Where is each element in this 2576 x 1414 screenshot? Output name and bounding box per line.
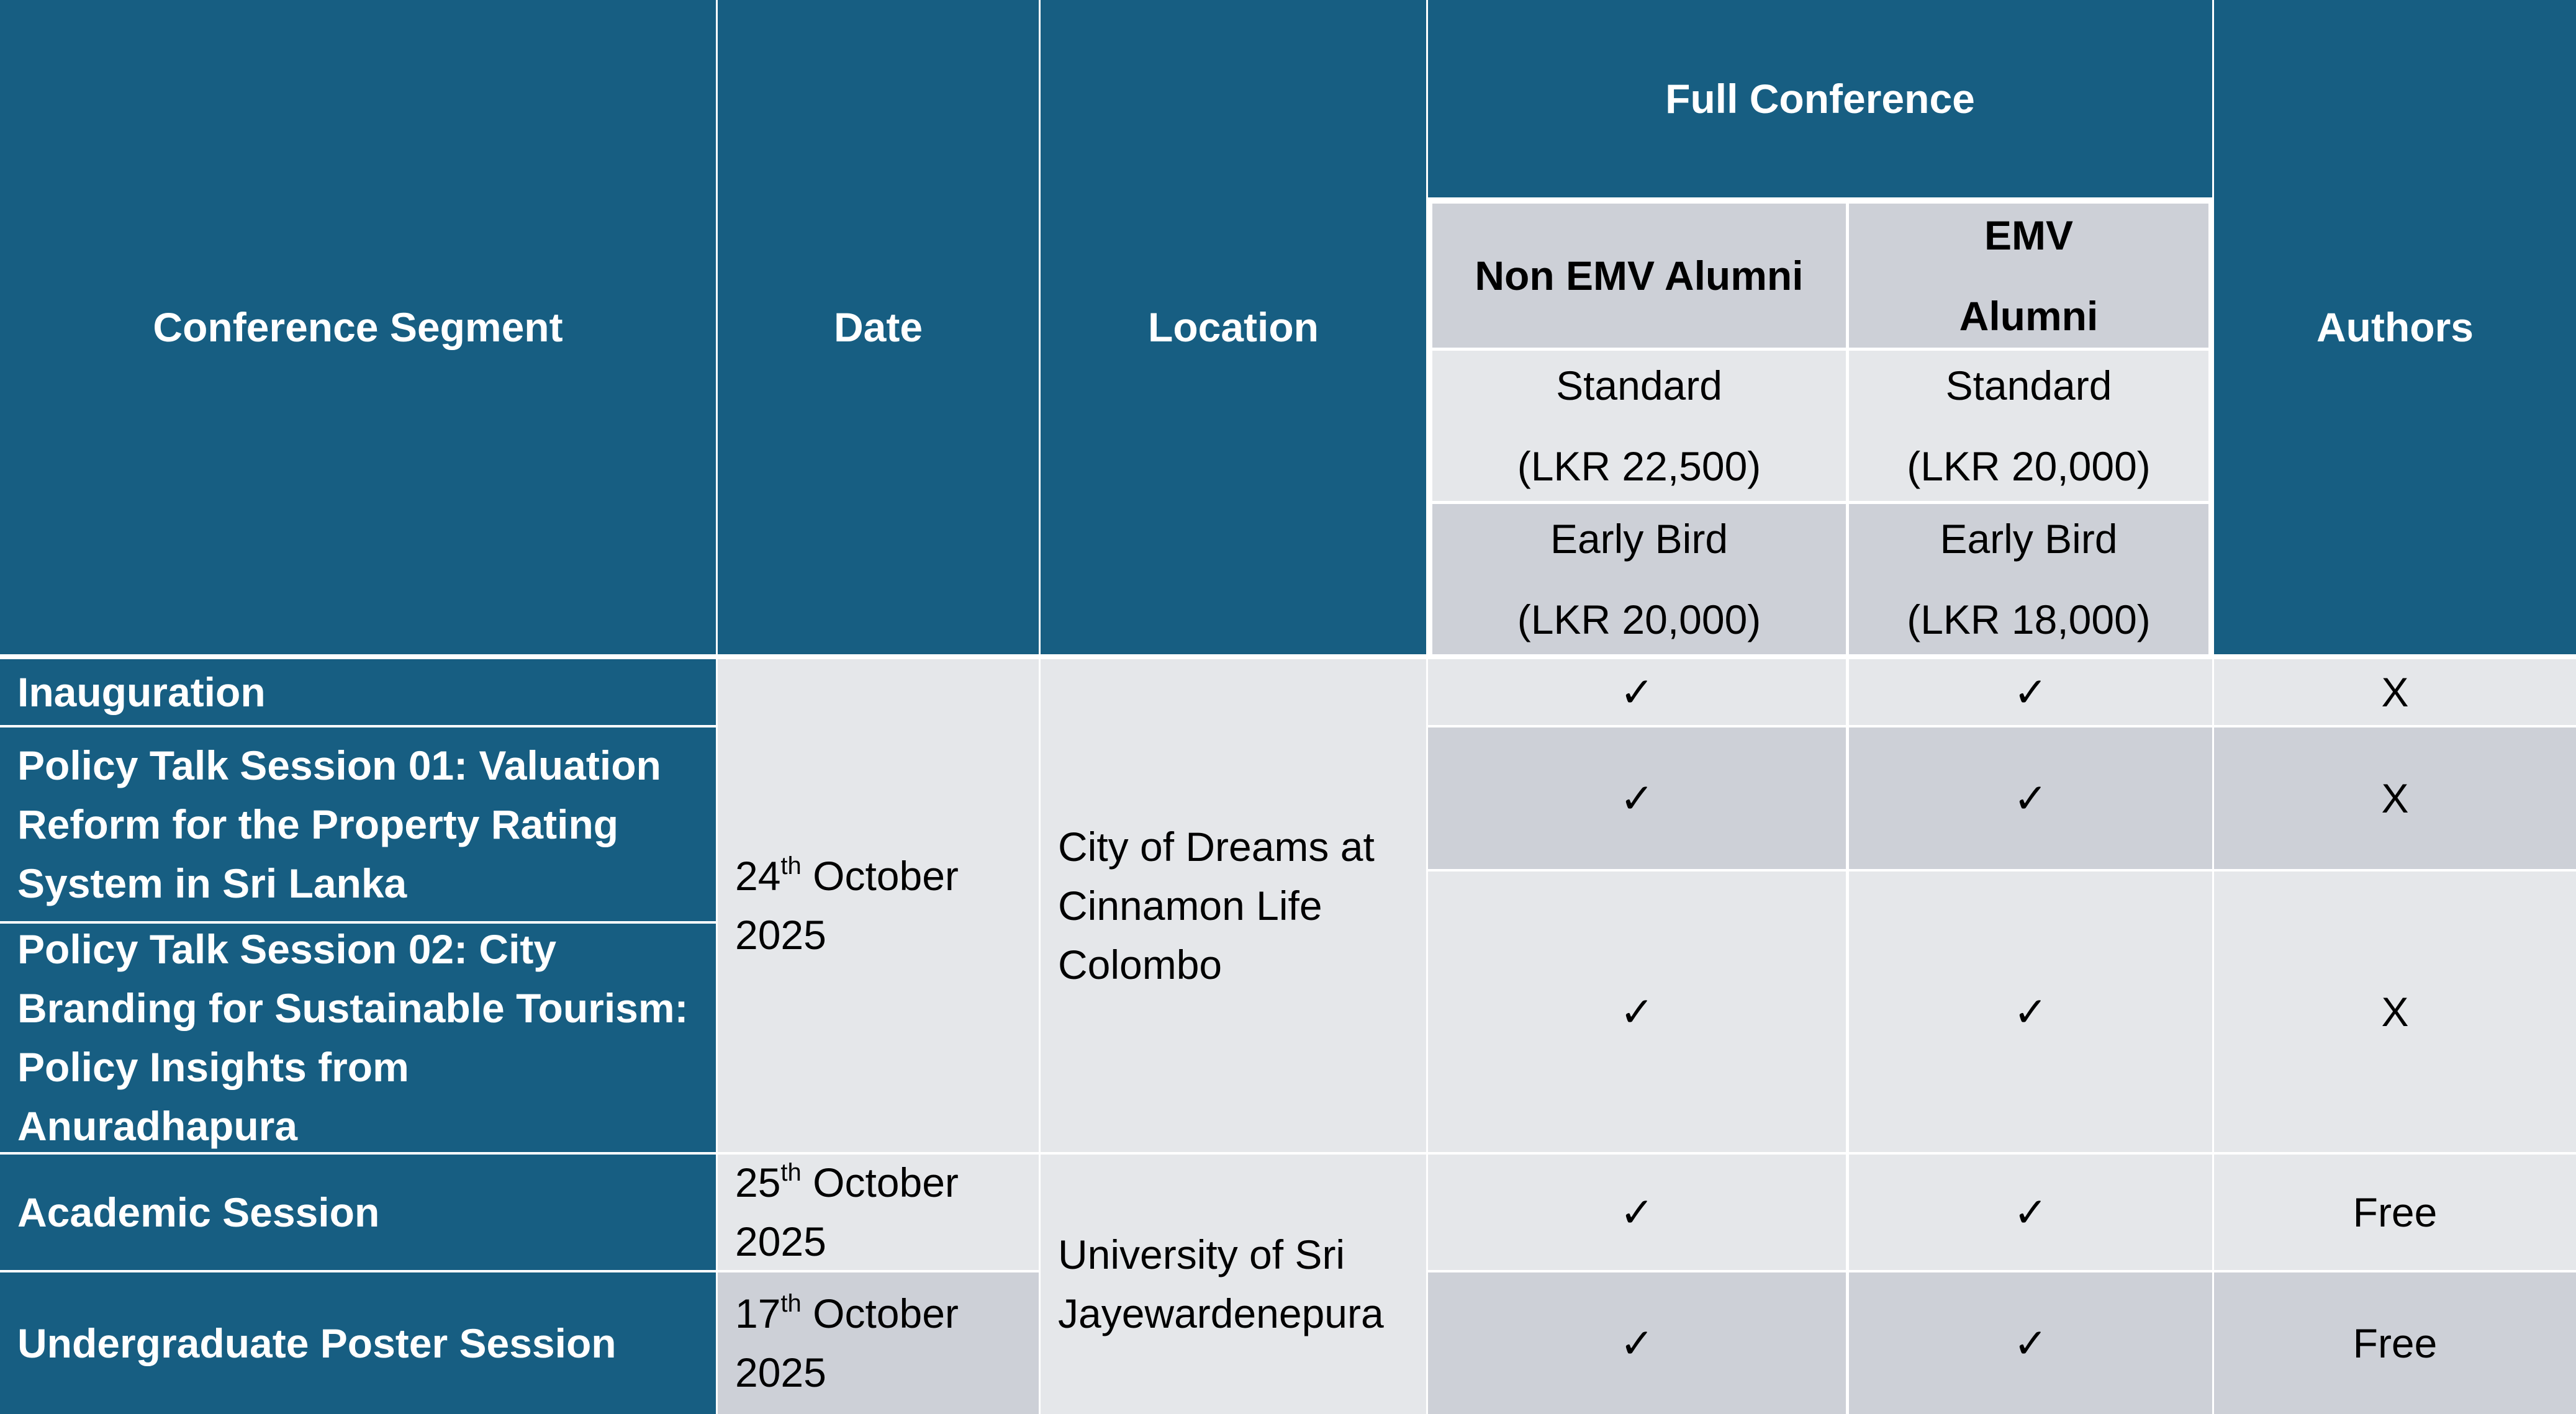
location-university-sri-jayewardenepura: University of Sri Jayewardenepura [1041, 1155, 1426, 1414]
subheader-emv-alumni [1849, 204, 2208, 348]
inauguration-emv-check: ✓ [1849, 659, 2212, 725]
standard-label: Standard [1945, 363, 2112, 408]
header-conference-segment [0, 0, 716, 654]
date-17-text: 17th October 2025 [735, 1290, 959, 1395]
price-emv-early-bird [1849, 504, 2208, 654]
early-bird-label: Early Bird [1550, 516, 1729, 562]
header-authors [2214, 0, 2576, 654]
academic-non-emv-check: ✓ [1428, 1155, 1846, 1270]
date-24-october [718, 659, 1039, 1152]
header-date-label: Date [833, 304, 923, 350]
academic-emv-check: ✓ [1849, 1155, 2212, 1270]
segment-undergraduate-poster: Undergraduate Poster Session [0, 1272, 716, 1414]
date-25-text: 25th October 2025 [735, 1159, 959, 1264]
date-17-october [718, 1272, 1039, 1414]
early-bird-price-non-emv: (LKR 20,000) [1517, 597, 1761, 642]
header-full-conference [1428, 0, 2212, 197]
standard-price-emv: (LKR 20,000) [1907, 443, 2151, 489]
subheader-non-emv-alumni [1432, 204, 1846, 348]
price-emv-standard [1849, 351, 2208, 501]
header-location-label: Location [1148, 304, 1319, 350]
early-bird-label: Early Bird [1940, 516, 2118, 562]
date-24-text: 24th October 2025 [735, 852, 959, 958]
header-date [718, 0, 1039, 654]
standard-label: Standard [1556, 363, 1722, 408]
header-location [1041, 0, 1426, 654]
early-bird-price-emv: (LKR 18,000) [1907, 597, 2151, 642]
location-city-of-dreams: City of Dreams at Cinnamon Life Colombo [1041, 659, 1426, 1152]
header-conference-segment-label: Conference Segment [153, 304, 563, 350]
segment-policy-talk-02: Policy Talk Session 02: City Branding for Sustainable Tourism: Policy Insights from Anuradhapura [0, 924, 716, 1152]
policy-talk-02-authors-x: X [2214, 871, 2576, 1152]
inauguration-non-emv-check: ✓ [1428, 659, 1846, 725]
price-non-emv-standard [1432, 351, 1846, 501]
standard-price-non-emv: (LKR 22,500) [1517, 443, 1761, 489]
policy-talk-02-non-emv-check: ✓ [1428, 871, 1846, 1152]
policy-talk-01-emv-check: ✓ [1849, 727, 2212, 869]
date-25-october [718, 1155, 1039, 1270]
poster-non-emv-check: ✓ [1428, 1272, 1846, 1414]
subheader-non-emv-alumni-label: Non EMV Alumni [1475, 253, 1804, 299]
segment-academic: Academic Session [0, 1155, 716, 1270]
poster-emv-check: ✓ [1849, 1272, 2212, 1414]
subheader-emv-line-1: EMV [1984, 212, 2074, 258]
price-non-emv-early-bird [1432, 504, 1846, 654]
inauguration-authors-x: X [2214, 659, 2576, 725]
header-authors-label: Authors [2316, 304, 2474, 350]
segment-inauguration: Inauguration [0, 659, 716, 725]
poster-authors-free: Free [2214, 1272, 2576, 1414]
policy-talk-01-authors-x: X [2214, 727, 2576, 869]
header-full-conference-label: Full Conference [1665, 76, 1975, 122]
subheader-emv-line-2: Alumni [1959, 293, 2099, 339]
segment-policy-talk-01: Policy Talk Session 01: Valuation Reform for the Property Rating System in Sri Lanka [0, 727, 716, 921]
policy-talk-02-emv-check: ✓ [1849, 871, 2212, 1152]
policy-talk-01-non-emv-check: ✓ [1428, 727, 1846, 869]
academic-authors-free: Free [2214, 1155, 2576, 1270]
